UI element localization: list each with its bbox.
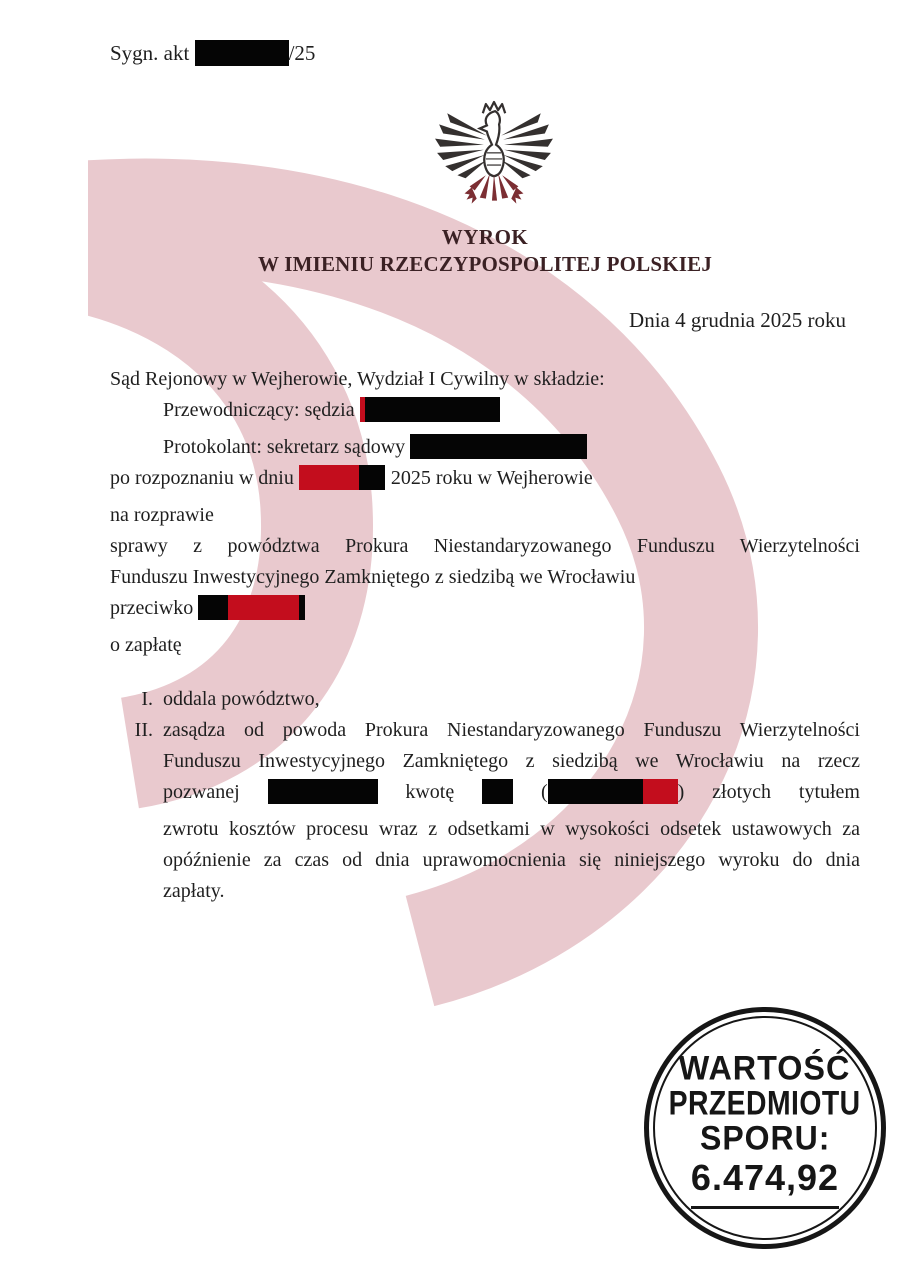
hearing-line xyxy=(110,463,860,500)
eagle-head-body xyxy=(480,111,504,176)
redaction-black xyxy=(359,465,385,490)
stamp-word-1: WARTOŚĆ xyxy=(679,1047,851,1087)
polish-eagle-emblem-icon xyxy=(432,100,556,224)
item-2-numeral: II. xyxy=(134,719,153,741)
stamp-amount: 6.474,92 xyxy=(690,1156,840,1198)
redaction-black xyxy=(195,40,289,66)
stamp-word-3: SPORU: xyxy=(699,1117,831,1157)
redaction-black xyxy=(548,779,643,804)
close-paren-text: ) złotych tytułem xyxy=(677,781,860,803)
item-2-line-6: zapłaty. xyxy=(163,880,225,902)
item-1-numeral: I. xyxy=(141,688,153,710)
heading-block xyxy=(110,224,860,278)
court-composition-line: Sąd Rejonowy w Wejherowie, Wydział I Cywilny w składzie: xyxy=(110,368,605,390)
operative-part xyxy=(134,684,860,907)
ruling-item-2 xyxy=(134,715,860,907)
item-2-line-3 xyxy=(163,777,860,814)
value-of-dispute-stamp xyxy=(644,1007,886,1249)
redaction-red xyxy=(643,779,678,804)
redaction-black xyxy=(365,397,500,422)
clerk-label: Protokolant: sekretarz sądowy xyxy=(163,436,406,458)
hearing-suffix: 2025 roku w Wejherowie xyxy=(390,467,593,489)
redaction-black xyxy=(410,434,587,459)
hearing-prefix: po rozpoznaniu w dniu xyxy=(110,467,294,489)
trial-line: na rozprawie xyxy=(110,504,214,526)
document-subtitle: W IMIENIU RZECZYPOSPOLITEJ POLSKIEJ xyxy=(257,252,713,276)
eagle-tail-legs xyxy=(465,173,524,203)
redaction-black xyxy=(268,779,378,804)
redaction-red xyxy=(228,595,299,620)
case-number-suffix: /25 xyxy=(288,41,316,65)
item-2-line-3-pre: pozwanej xyxy=(163,781,240,803)
clerk-line xyxy=(110,432,860,463)
item-1-text: oddala powództwo, xyxy=(163,688,320,710)
redaction-red xyxy=(299,465,359,490)
defendant-line xyxy=(110,593,860,630)
subject-line: o zapłatę xyxy=(110,634,182,656)
claim-line-1: sprawy z powództwa Prokura Niestandaryzowanego Funduszu Wierzytelności xyxy=(110,535,860,557)
item-2-line-5: opóźnienie za czas od dnia uprawomocnienia się niniejszego wyroku do dnia xyxy=(163,849,860,871)
claim-line-2: Funduszu Inwestycyjnego Zamkniętego z siedzibą we Wrocławiu xyxy=(110,566,636,588)
item-2-line-3-mid: kwotę xyxy=(405,781,455,803)
stamp-underline xyxy=(691,1206,839,1209)
stamp-inner-ring xyxy=(653,1016,877,1240)
redaction-black xyxy=(198,595,228,620)
redaction-black xyxy=(482,779,513,804)
redaction-black xyxy=(299,595,305,620)
judge-label: Przewodniczący: sędzia xyxy=(163,399,355,421)
stamp-word-2: PRZEDMIOTU xyxy=(669,1082,861,1122)
item-2-line-4: zwrotu kosztów procesu wraz z odsetkami w wysokości odsetek ustawowych za xyxy=(163,818,860,840)
judgment-date: Dnia 4 grudnia 2025 roku xyxy=(629,308,846,332)
item-2-line-1: zasądza od powoda Prokura Niestandaryzowanego Funduszu Wierzytelności xyxy=(163,719,860,741)
case-number-label: Sygn. akt xyxy=(110,41,190,65)
case-number-line xyxy=(110,40,315,66)
item-2-line-2: Funduszu Inwestycyjnego Zamkniętego z siedzibą we Wrocławiu na rzecz xyxy=(163,750,860,772)
judge-line xyxy=(110,395,860,432)
ruling-item-1 xyxy=(141,684,860,715)
document-title: WYROK xyxy=(441,225,529,249)
open-paren: ( xyxy=(540,781,548,803)
court-block xyxy=(110,364,860,661)
against-label: przeciwko xyxy=(110,597,194,619)
